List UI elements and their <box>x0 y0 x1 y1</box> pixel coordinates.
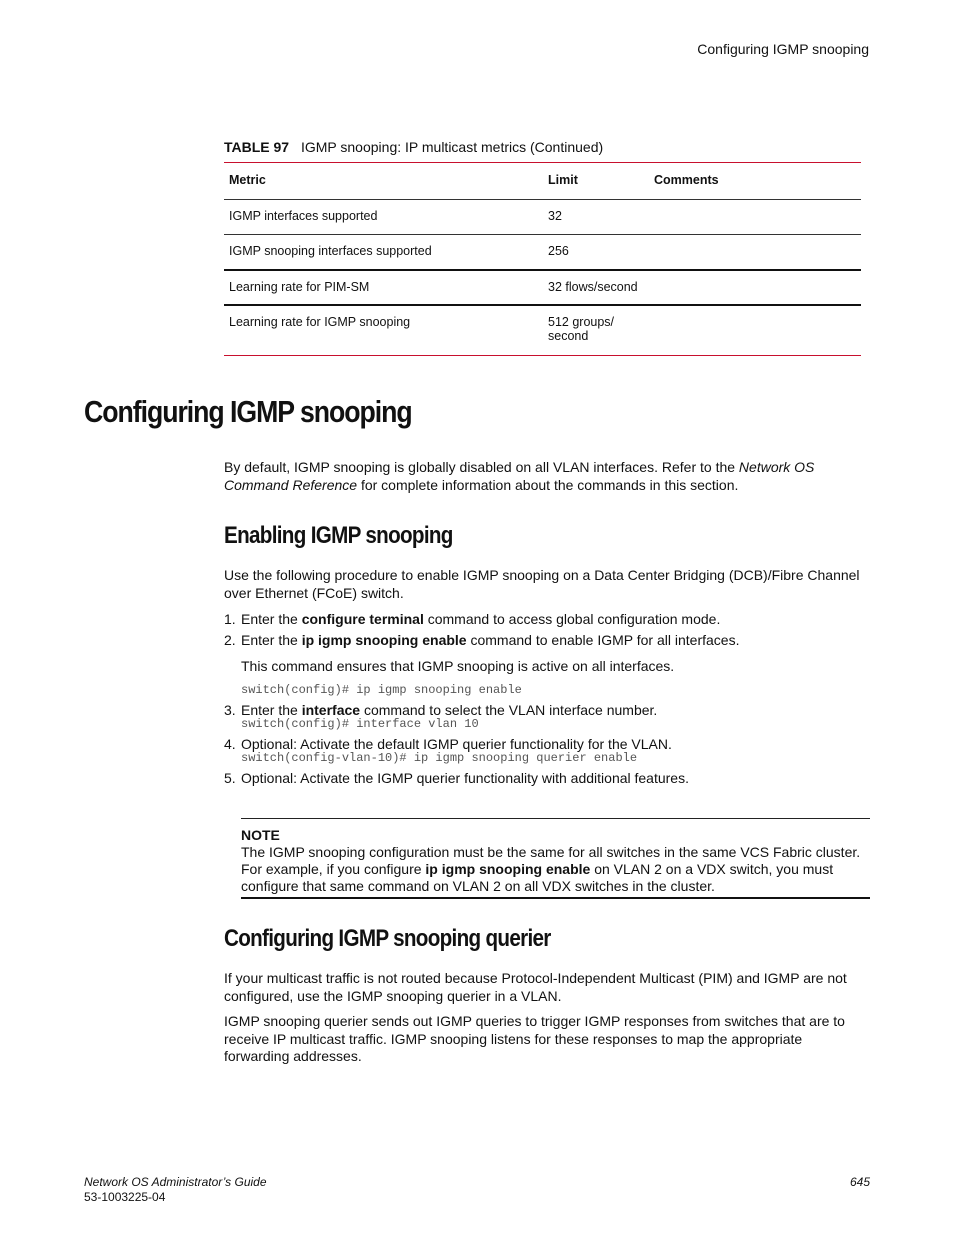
table-label: TABLE 97 <box>224 139 290 155</box>
note-command: ip igmp snooping enable <box>425 861 591 877</box>
limit-cell <box>543 305 649 356</box>
limit-line-2: second <box>548 328 589 343</box>
section-title-querier: Configuring IGMP snooping querier <box>224 925 551 952</box>
step-text: Enter the <box>241 611 302 627</box>
limit-cell: 256 <box>548 244 569 258</box>
chapter-intro <box>224 459 869 494</box>
step-text-end: command to access global configuration mode. <box>423 611 721 627</box>
column-header-limit: Limit <box>548 173 578 187</box>
metric-cell: Learning rate for IGMP snooping <box>229 314 411 329</box>
column-header-comments: Comments <box>654 173 719 187</box>
note-text-end: on VLAN 2 on a VDX switch, you must configure that same command on VLAN 2 on all VDX switches in the cluster. <box>241 861 834 894</box>
chapter-title: Configuring IGMP snooping <box>84 394 412 429</box>
table-row <box>224 305 861 356</box>
step-2-detail: This command ensures that IGMP snooping is active on all interfaces. <box>241 658 675 674</box>
enabling-intro: Use the following procedure to enable IGMP snooping on a Data Center Bridging (DCB)/Fibre Channel over Ethernet (FCoE) switch. <box>224 567 860 601</box>
metric-cell: IGMP interfaces supported <box>229 209 378 223</box>
step-number: 1. <box>224 611 236 627</box>
intro-text-end: for complete information about the commands in this section. <box>357 476 739 493</box>
step-5 <box>224 770 689 787</box>
table-row <box>224 270 861 305</box>
note-text: The IGMP snooping configuration must be the same for all switches in the same VCS Fabric cluster. For example, if you configure <box>241 844 861 877</box>
table-caption-text: IGMP snooping: IP multicast metrics (Continued) <box>300 139 604 155</box>
limit-cell: 32 flows/second <box>548 279 638 294</box>
page-number: 645 <box>849 1175 870 1189</box>
note-box <box>241 818 870 899</box>
step-text-end: command to enable IGMP for all interfaces. <box>466 632 740 648</box>
intro-text: By default, IGMP snooping is globally disabled on all VLAN interfaces. Refer to the <box>224 459 739 475</box>
step-text: Optional: Activate the IGMP querier functionality with additional features. <box>241 770 689 786</box>
comments-cell <box>649 270 861 305</box>
table-row <box>224 235 861 270</box>
cli-example-2: switch(config)# interface vlan 10 <box>241 717 479 731</box>
table-caption <box>224 139 603 155</box>
step-number: 5. <box>224 770 236 786</box>
step-text: Enter the <box>241 702 302 718</box>
step-number: 4. <box>224 736 236 752</box>
note-label: NOTE <box>241 827 280 843</box>
section-title-enabling: Enabling IGMP snooping <box>224 522 453 549</box>
doc-number: 53-1003225-04 <box>84 1190 166 1204</box>
running-head: Configuring IGMP snooping <box>697 41 869 57</box>
guide-title: Network OS Administrator’s Guide <box>84 1175 267 1189</box>
step-text-end: command to select the VLAN interface number. <box>360 702 658 718</box>
step-command: ip igmp snooping enable <box>301 632 467 648</box>
limit-line-1: 512 groups/ <box>548 314 615 329</box>
step-number: 2. <box>224 632 236 648</box>
step-number: 3. <box>224 702 236 718</box>
table-header-row <box>224 163 861 200</box>
column-header-metric: Metric <box>229 173 266 187</box>
step-text: Enter the <box>241 632 302 648</box>
step-command: configure terminal <box>301 611 424 627</box>
cli-example-1: switch(config)# ip igmp snooping enable <box>241 683 522 697</box>
cli-example-3: switch(config-vlan-10)# ip igmp snooping querier enable <box>241 751 638 765</box>
step-2 <box>224 632 739 649</box>
querier-paragraph-2: IGMP snooping querier sends out IGMP queries to trigger IGMP responses from switches that are to receive IP multicast traffic. IGMP snooping listens for these responses to map the appropriate forwarding addresses. <box>224 1013 845 1064</box>
limit-cell: 32 <box>548 209 562 223</box>
intro-reference: Network OS Command Reference <box>224 459 815 493</box>
comments-cell <box>649 200 861 235</box>
metric-cell: Learning rate for PIM-SM <box>229 279 370 294</box>
comments-cell <box>649 235 861 270</box>
comments-cell <box>649 305 861 356</box>
metrics-table <box>224 162 861 356</box>
querier-paragraph-1: If your multicast traffic is not routed because Protocol-Independent Multicast (PIM) and IGMP are not configured, use the IGMP snooping querier in a VLAN. <box>224 970 847 1004</box>
step-text: Optional: Activate the default IGMP querier functionality for the VLAN. <box>241 736 672 752</box>
table-row <box>224 200 861 235</box>
metric-cell: IGMP snooping interfaces supported <box>229 244 432 258</box>
step-1 <box>224 611 720 628</box>
step-command: interface <box>301 702 361 718</box>
footer-left <box>84 1175 267 1205</box>
